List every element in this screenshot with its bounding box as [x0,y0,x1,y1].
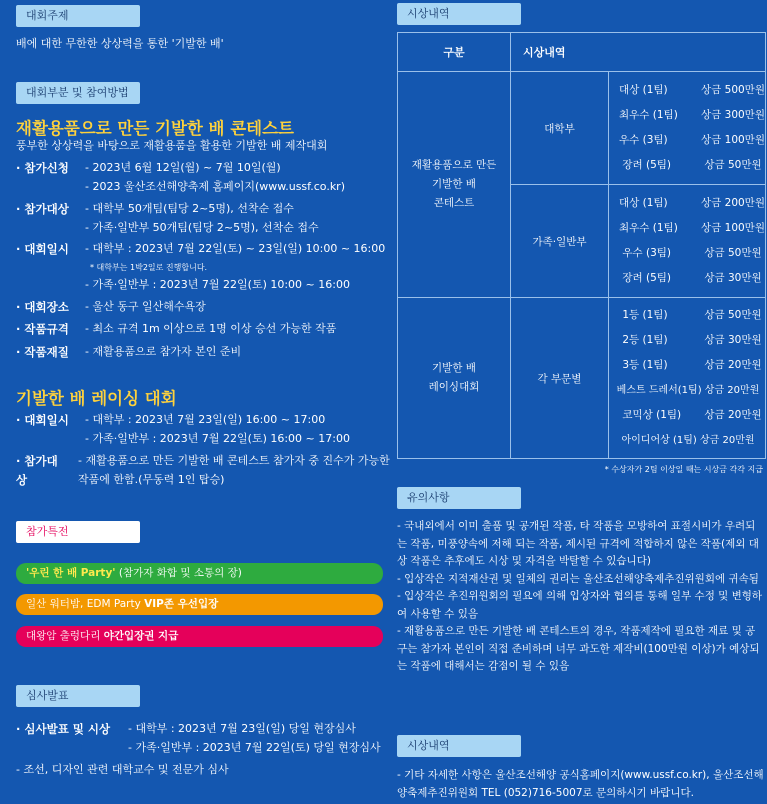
group-cell: 대학부 [511,72,609,185]
row-line: - 2023년 6월 12일(월) ~ 7월 10일(월) [85,161,281,174]
judging-extra: - 조선, 디자인 관련 대학교수 및 전문가 심사 [16,763,229,776]
row-line: - 가족·일반부 50개팀(팀당 2~5명), 선착순 접수 [85,221,319,234]
row-line: - 2023 울산조선해양축제 홈페이지(www.ussf.co.kr) [85,180,345,193]
benefit-night [16,626,383,647]
prize-line: 아이디어상 (1팀) 상금 20만원 [621,435,755,446]
contact-text: - 기타 자세한 사항은 울산조선해양 공식홈페이지(www.ussf.co.kr), 울산조선해양축제추진위원회 TEL (052)716-5007로 문의하시기 바랍니다. [397,769,764,799]
row-line: - 대학부 : 2023년 7월 23일(일) 16:00 ~ 17:00 [85,413,326,426]
prize-line: 1등 (1팀) 상금 50만원 [622,309,762,321]
contest1-title: 재활용품으로 만든 기발한 배 콘테스트 [16,119,295,138]
benefit-vip [16,594,383,615]
group-cell: 가족·일반부 [511,185,609,298]
note-item: - 국내외에서 이미 출품 및 공개된 작품, 타 작품을 모방하여 표절시비가 우려되는 작품, 미풍양속에 저해 되는 작품, 제시된 규격에 적합하지 않은 작품(제외 대상 작품은 추후에도 시상 및 자격을 박탈할 수 있습니다) [397,520,759,567]
row-line: - 최소 규격 1m 이상으로 1명 이상 승선 가능한 작품 [85,322,337,335]
prize-line: 우수 (3팀) 상금 100만원 [619,134,765,146]
prize-line: 코믹상 (1팀) 상금 20만원 [622,409,762,421]
prize-cell [609,72,766,185]
judging-line: - 가족·일반부 : 2023년 7월 22일(토) 당일 현장심사 [128,741,381,754]
row-label: · 대회일시 [16,413,69,427]
benefit-party [16,563,383,584]
benefit-bold: '우린 한 배 Party' [26,567,116,579]
benefit-text: 대왕암 출렁다리 [26,630,104,642]
row-label: · 참가대 [16,454,58,468]
theme-text: 배에 대한 무한한 상상력을 통한 '기발한 배' [16,37,224,50]
prize-line: 최우수 (1팀) 상금 300만원 [619,109,765,121]
note-item: - 입상작은 지적재산권 및 일체의 권리는 울산조선해양축제추진위원회에 귀속됨 [397,572,759,585]
prize-line: 최우수 (1팀) 상금 100만원 [619,222,765,234]
prize-cell [609,185,766,298]
prize-cell [609,298,766,459]
table-header: 시상내역 [511,33,766,72]
prize-line: 장려 (5팀) 상금 30만원 [622,272,762,284]
contest1-cell: 재활용품으로 만든 기발한 배 콘테스트 [398,72,511,298]
notes-list [397,518,765,676]
awards-table [397,32,766,459]
row-line: - 재활용품으로 만든 기발한 배 콘테스트 참가자 중 진수가 가능한 [78,454,390,467]
prize-line: 장려 (5팀) 상금 50만원 [622,159,762,171]
row-line: - 재활용품으로 참가자 본인 준비 [85,345,242,358]
note-item: - 재활용품으로 만든 기발한 배 콘테스트의 경우, 작품제작에 필요한 재료 및 공구는 참가자 본인이 직접 준비하며 너무 과도한 제작비(100만원 이상)가 예상되는 작품에 대해서는 감점이 될 수 있음 [397,625,760,672]
row-line: - 가족·일반부 : 2023년 7월 22일(토) 16:00 ~ 17:00 [85,432,350,445]
section-tag-notes: 유의사항 [397,487,521,509]
prize-line: 베스트 드레서(1팀) 상금 20만원 [616,385,760,396]
row-label: 상 [16,473,28,487]
prize-line: 2등 (1팀) 상금 30만원 [622,334,762,346]
row-label: · 대회일시 [16,242,69,256]
row-line: 작품에 한함.(무동력 1인 탑승) [78,473,225,486]
contest1-subtitle: 풍부한 상상력을 바탕으로 재활용품을 활용한 기발한 배 제작대회 [16,139,328,152]
prize-line: 대상 (1팀) 상금 500만원 [619,84,765,96]
group-cell: 각 부문별 [511,298,609,459]
benefit-bold: 야간입장권 지급 [103,630,179,642]
table-header: 구분 [398,33,511,72]
section-tag-contact: 시상내역 [397,735,521,757]
row-label: · 대회장소 [16,300,69,314]
section-tag-judging: 심사발표 [16,685,140,707]
judging-label: · 심사발표 및 시상 [16,722,111,736]
row-label: · 참가신청 [16,161,69,175]
prize-line: 우수 (3팀) 상금 50만원 [622,247,762,259]
prize-line: 대상 (1팀) 상금 200만원 [619,197,765,209]
table-footnote: * 수상자가 2팀 이상일 때는 시상금 각각 지급 [604,465,763,474]
row-line: - 대학부 : 2023년 7월 22일(토) ~ 23일(일) 10:00 ~ 16:00 [85,242,386,255]
section-tag-theme: 대회주제 [16,5,140,27]
row-label: · 참가대상 [16,202,69,216]
contest2-cell: 기발한 배 레이싱대회 [398,298,511,459]
judging-line: - 대학부 : 2023년 7월 23일(일) 당일 현장심사 [128,722,356,735]
benefit-bold: VIP존 우선입장 [144,598,219,610]
row-line: - 가족·일반부 : 2023년 7월 22일(토) 10:00 ~ 16:00 [85,278,350,291]
section-tag-benefits: 참가특전 [16,521,140,543]
row-label: · 작품규격 [16,322,69,336]
row-note: * 대학부는 1박2일로 진행합니다. [90,263,208,272]
prize-line: 3등 (1팀) 상금 20만원 [622,359,762,371]
row-label: · 작품재질 [16,345,69,359]
section-tag-participation: 대회부분 및 참여방법 [16,82,140,104]
benefit-text: 일산 워터밤, EDM Party [26,598,145,610]
row-line: - 대학부 50개팀(팀당 2~5명), 선착순 접수 [85,202,294,215]
contest2-title: 기발한 배 레이싱 대회 [16,389,177,408]
row-line: - 울산 동구 일산해수욕장 [85,300,206,313]
benefit-text: (참가자 화합 및 소통의 장) [115,567,242,579]
note-item: - 입상작은 추진위원회의 필요에 의해 입상자와 협의를 통해 일부 수정 및 변형하여 사용할 수 있음 [397,590,763,620]
section-tag-awards: 시상내역 [397,3,521,25]
